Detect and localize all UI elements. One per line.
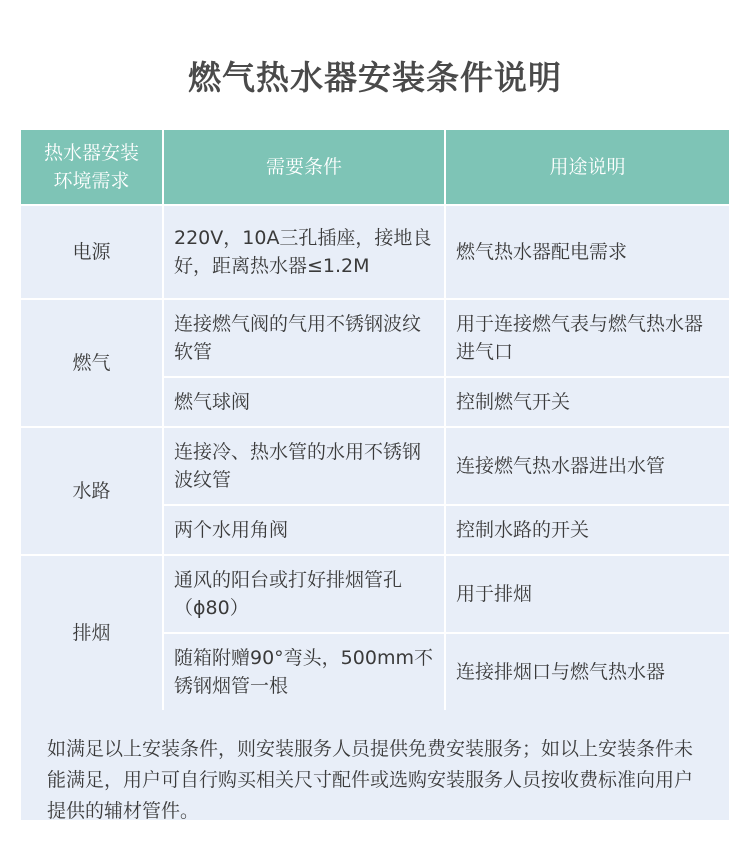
category-exhaust: 排烟 (21, 556, 162, 710)
table-row (21, 300, 729, 376)
conditions-table-wrapper (21, 128, 729, 712)
condition-cell: 连接燃气阀的气用不锈钢波纹软管 (164, 300, 444, 376)
installation-note: 如满足以上安装条件，则安装服务人员提供免费安装服务；如以上安装条件未能满足，用户可自行购买相关尺寸配件或选购安装服务人员按收费标准向用户提供的辅材管件。 (21, 710, 729, 820)
header-condition: 需要条件 (164, 130, 444, 204)
purpose-cell: 控制水路的开关 (446, 506, 729, 554)
purpose-cell: 用于排烟 (446, 556, 729, 632)
page-title: 燃气热水器安装条件说明 (188, 58, 562, 97)
purpose-cell: 连接排烟口与燃气热水器 (446, 634, 729, 710)
condition-cell: 220V，10A三孔插座，接地良好，距离热水器≤1.2M (164, 206, 444, 298)
table-row (21, 556, 729, 632)
header-purpose: 用途说明 (446, 130, 729, 204)
condition-cell: 燃气球阀 (164, 378, 444, 426)
conditions-table (19, 128, 731, 712)
category-power: 电源 (21, 206, 162, 298)
purpose-cell: 用于连接燃气表与燃气热水器进气口 (446, 300, 729, 376)
category-water: 水路 (21, 428, 162, 554)
condition-cell: 连接冷、热水管的水用不锈钢波纹管 (164, 428, 444, 504)
condition-cell: 两个水用角阀 (164, 506, 444, 554)
condition-cell: 通风的阳台或打好排烟管孔（ϕ80） (164, 556, 444, 632)
purpose-cell: 燃气热水器配电需求 (446, 206, 729, 298)
table-row (21, 428, 729, 504)
table-row (21, 206, 729, 298)
purpose-cell: 连接燃气热水器进出水管 (446, 428, 729, 504)
table-header-row (21, 130, 729, 204)
purpose-cell: 控制燃气开关 (446, 378, 729, 426)
header-environment: 热水器安装环境需求 (21, 130, 162, 204)
category-gas: 燃气 (21, 300, 162, 426)
condition-cell: 随箱附赠90°弯头，500mm不锈钢烟管一根 (164, 634, 444, 710)
